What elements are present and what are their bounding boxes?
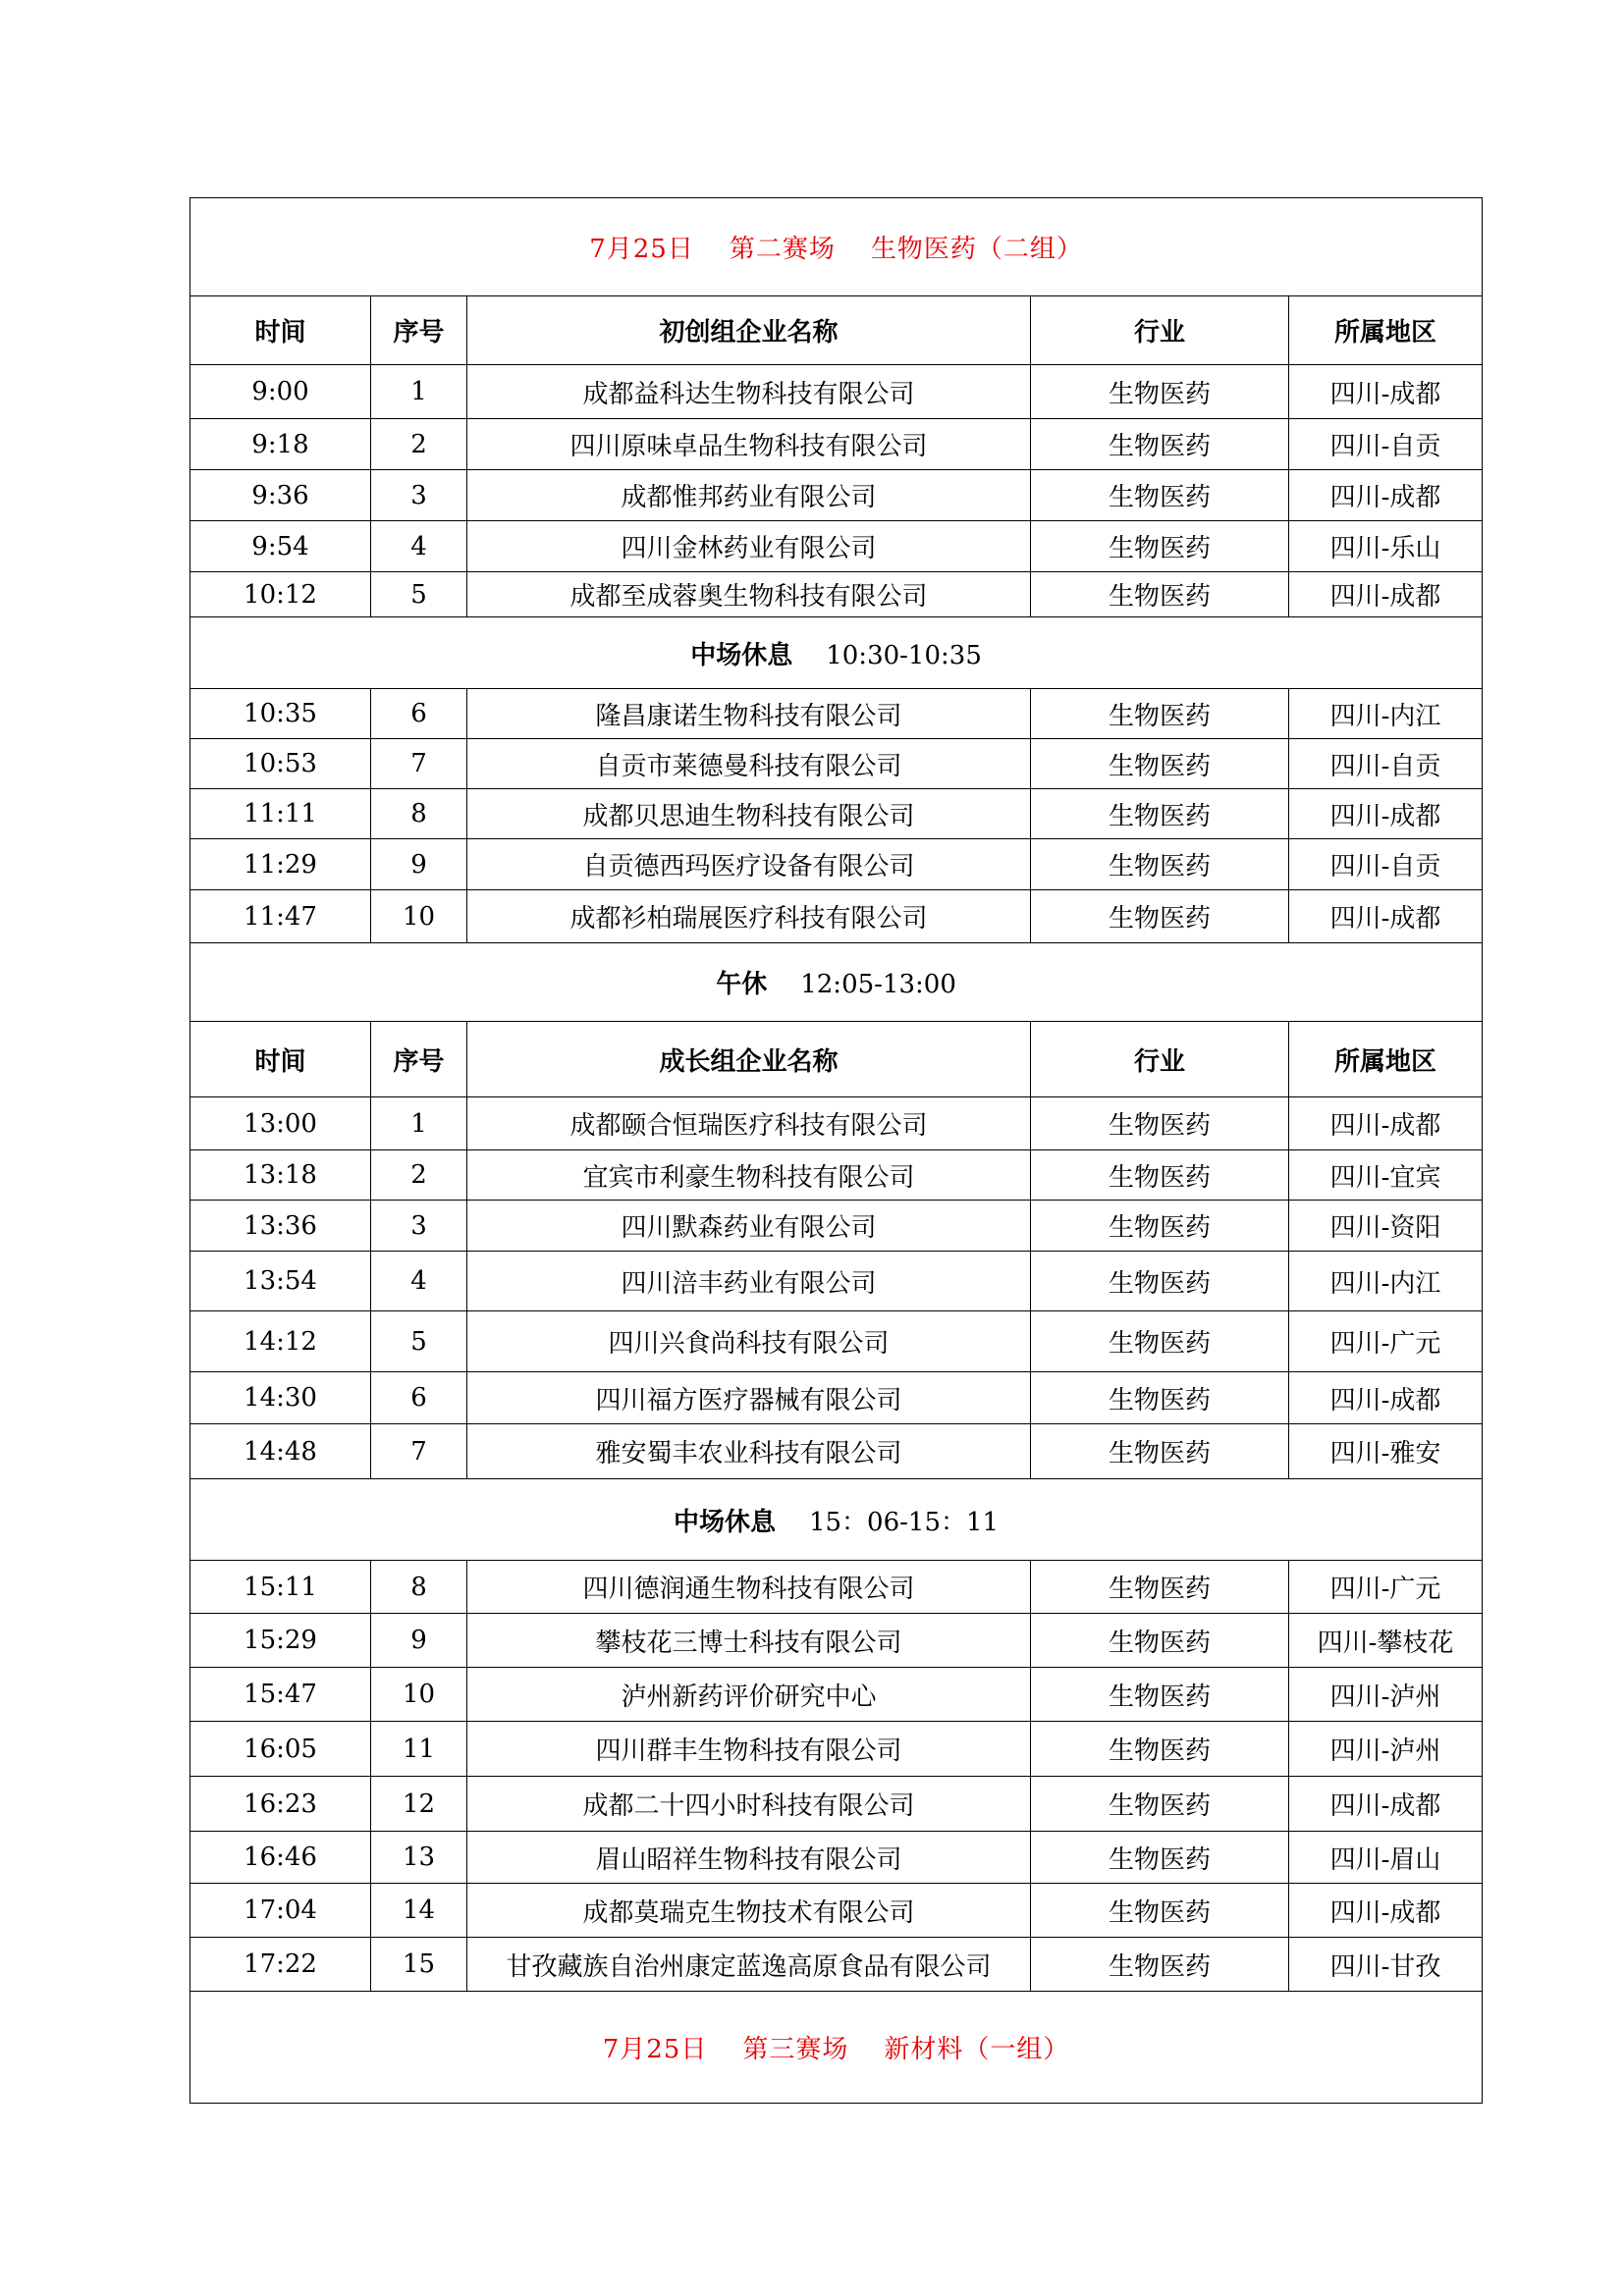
header-industry: 行业 — [1031, 1022, 1289, 1097]
cell-no: 11 — [371, 1722, 467, 1777]
cell-no: 2 — [371, 1150, 467, 1201]
header-no: 序号 — [371, 296, 467, 365]
table-row — [190, 521, 1483, 572]
cell-time: 10:53 — [190, 739, 371, 789]
cell-industry: 生物医药 — [1031, 1832, 1289, 1884]
cell-time: 13:54 — [190, 1252, 371, 1311]
cell-company: 自贡市莱德曼科技有限公司 — [467, 739, 1031, 789]
table-row — [190, 1668, 1483, 1722]
cell-region: 四川-广元 — [1289, 1561, 1483, 1614]
table-row — [190, 890, 1483, 943]
header-region: 所属地区 — [1289, 296, 1483, 365]
cell-region: 四川-自贡 — [1289, 419, 1483, 470]
cell-time: 13:00 — [190, 1097, 371, 1150]
block-growth-afternoon-2 — [190, 1561, 1483, 1992]
cell-region: 四川-泸州 — [1289, 1668, 1483, 1722]
column-header-row — [190, 296, 1483, 365]
cell-no: 1 — [371, 1097, 467, 1150]
cell-company: 成都惟邦药业有限公司 — [467, 470, 1031, 521]
cell-industry: 生物医药 — [1031, 689, 1289, 739]
cell-time: 9:00 — [190, 365, 371, 419]
header-industry: 行业 — [1031, 296, 1289, 365]
table-row — [190, 1252, 1483, 1311]
cell-company: 成都衫柏瑞展医疗科技有限公司 — [467, 890, 1031, 943]
cell-company: 甘孜藏族自治州康定蓝逸高原食品有限公司 — [467, 1938, 1031, 1992]
cell-industry: 生物医药 — [1031, 365, 1289, 419]
cell-industry: 生物医药 — [1031, 1252, 1289, 1311]
cell-time: 9:54 — [190, 521, 371, 572]
cell-industry: 生物医药 — [1031, 1722, 1289, 1777]
header-company: 初创组企业名称 — [467, 296, 1031, 365]
cell-no: 15 — [371, 1938, 467, 1992]
cell-company: 成都至成蓉奥生物科技有限公司 — [467, 572, 1031, 617]
cell-region: 四川-成都 — [1289, 470, 1483, 521]
session-title — [190, 198, 1483, 296]
session-venue: 第二赛场 — [729, 235, 836, 264]
table-row — [190, 689, 1483, 739]
cell-no: 7 — [371, 1424, 467, 1479]
break-time: 10:30-10:35 — [826, 640, 982, 670]
cell-time: 10:12 — [190, 572, 371, 617]
cell-region: 四川-资阳 — [1289, 1201, 1483, 1252]
cell-region: 四川-自贡 — [1289, 739, 1483, 789]
cell-company: 四川涪丰药业有限公司 — [467, 1252, 1031, 1311]
cell-time: 11:29 — [190, 839, 371, 890]
cell-region: 四川-成都 — [1289, 890, 1483, 943]
cell-industry: 生物医药 — [1031, 1938, 1289, 1992]
break-row — [190, 617, 1483, 689]
table-row — [190, 1311, 1483, 1372]
cell-industry: 生物医药 — [1031, 739, 1289, 789]
table-row — [190, 1938, 1483, 1992]
cell-time: 17:04 — [190, 1884, 371, 1938]
cell-no: 8 — [371, 789, 467, 839]
cell-no: 6 — [371, 689, 467, 739]
cell-time: 14:48 — [190, 1424, 371, 1479]
header-time: 时间 — [190, 296, 371, 365]
cell-time: 13:36 — [190, 1201, 371, 1252]
cell-region: 四川-雅安 — [1289, 1424, 1483, 1479]
cell-region: 四川-成都 — [1289, 1372, 1483, 1424]
lunch-row — [190, 943, 1483, 1022]
cell-company: 四川福方医疗器械有限公司 — [467, 1372, 1031, 1424]
cell-region: 四川-广元 — [1289, 1311, 1483, 1372]
cell-company: 隆昌康诺生物科技有限公司 — [467, 689, 1031, 739]
header-no: 序号 — [371, 1022, 467, 1097]
cell-time: 10:35 — [190, 689, 371, 739]
cell-time: 15:29 — [190, 1614, 371, 1668]
cell-time: 11:47 — [190, 890, 371, 943]
session-title-row — [190, 198, 1483, 296]
cell-industry: 生物医药 — [1031, 419, 1289, 470]
cell-company: 四川群丰生物科技有限公司 — [467, 1722, 1031, 1777]
next-session-title-row — [190, 1992, 1483, 2104]
cell-industry: 生物医药 — [1031, 789, 1289, 839]
table-row — [190, 1561, 1483, 1614]
break-row-2 — [190, 1479, 1483, 1561]
cell-no: 13 — [371, 1832, 467, 1884]
table-row — [190, 419, 1483, 470]
cell-no: 10 — [371, 1668, 467, 1722]
cell-industry: 生物医药 — [1031, 1668, 1289, 1722]
cell-industry: 生物医药 — [1031, 1201, 1289, 1252]
table-row — [190, 365, 1483, 419]
break-cell — [190, 1479, 1483, 1561]
cell-no: 6 — [371, 1372, 467, 1424]
next-session-title — [190, 1992, 1483, 2104]
session-venue: 第三赛场 — [742, 2035, 849, 2064]
table-row — [190, 1424, 1483, 1479]
cell-company: 眉山昭祥生物科技有限公司 — [467, 1832, 1031, 1884]
cell-no: 4 — [371, 521, 467, 572]
cell-no: 2 — [371, 419, 467, 470]
table-row — [190, 789, 1483, 839]
cell-industry: 生物医药 — [1031, 572, 1289, 617]
cell-company: 成都莫瑞克生物技术有限公司 — [467, 1884, 1031, 1938]
header-time: 时间 — [190, 1022, 371, 1097]
cell-region: 四川-泸州 — [1289, 1722, 1483, 1777]
cell-company: 成都颐合恒瑞医疗科技有限公司 — [467, 1097, 1031, 1150]
cell-time: 11:11 — [190, 789, 371, 839]
break-cell — [190, 617, 1483, 689]
cell-company: 成都益科达生物科技有限公司 — [467, 365, 1031, 419]
break-time: 15：06-15：11 — [808, 1507, 1000, 1537]
table-row — [190, 1201, 1483, 1252]
cell-region: 四川-内江 — [1289, 689, 1483, 739]
lunch-label: 午休 — [716, 970, 768, 999]
cell-industry: 生物医药 — [1031, 839, 1289, 890]
cell-no: 10 — [371, 890, 467, 943]
cell-no: 14 — [371, 1884, 467, 1938]
table-row — [190, 739, 1483, 789]
table-row — [190, 470, 1483, 521]
cell-region: 四川-成都 — [1289, 365, 1483, 419]
schedule-table — [189, 197, 1483, 2104]
cell-region: 四川-攀枝花 — [1289, 1614, 1483, 1668]
cell-time: 9:36 — [190, 470, 371, 521]
session-field: 新材料（一组） — [884, 2035, 1070, 2064]
break-label: 中场休息 — [673, 1507, 776, 1537]
cell-no: 5 — [371, 572, 467, 617]
cell-no: 3 — [371, 470, 467, 521]
cell-region: 四川-甘孜 — [1289, 1938, 1483, 1992]
cell-industry: 生物医药 — [1031, 521, 1289, 572]
cell-industry: 生物医药 — [1031, 470, 1289, 521]
block-startup-morning-2 — [190, 689, 1483, 943]
cell-industry: 生物医药 — [1031, 1097, 1289, 1150]
session-date: 7月25日 — [602, 2035, 708, 2064]
cell-no: 5 — [371, 1311, 467, 1372]
cell-time: 17:22 — [190, 1938, 371, 1992]
cell-no: 1 — [371, 365, 467, 419]
block-startup-morning-1 — [190, 365, 1483, 617]
table-row — [190, 1097, 1483, 1150]
cell-company: 四川默森药业有限公司 — [467, 1201, 1031, 1252]
cell-industry: 生物医药 — [1031, 1884, 1289, 1938]
header-company: 成长组企业名称 — [467, 1022, 1031, 1097]
table-row — [190, 1832, 1483, 1884]
cell-time: 13:18 — [190, 1150, 371, 1201]
table-row — [190, 1722, 1483, 1777]
table-row — [190, 1614, 1483, 1668]
cell-company: 自贡德西玛医疗设备有限公司 — [467, 839, 1031, 890]
cell-time: 15:47 — [190, 1668, 371, 1722]
cell-industry: 生物医药 — [1031, 1777, 1289, 1832]
cell-company: 泸州新药评价研究中心 — [467, 1668, 1031, 1722]
table-row — [190, 1884, 1483, 1938]
cell-company: 宜宾市利豪生物科技有限公司 — [467, 1150, 1031, 1201]
cell-time: 15:11 — [190, 1561, 371, 1614]
cell-time: 16:05 — [190, 1722, 371, 1777]
cell-region: 四川-自贡 — [1289, 839, 1483, 890]
session-field: 生物医药（二组） — [870, 235, 1083, 264]
cell-region: 四川-成都 — [1289, 1884, 1483, 1938]
cell-industry: 生物医药 — [1031, 1424, 1289, 1479]
cell-company: 四川德润通生物科技有限公司 — [467, 1561, 1031, 1614]
cell-company: 成都二十四小时科技有限公司 — [467, 1777, 1031, 1832]
cell-region: 四川-内江 — [1289, 1252, 1483, 1311]
cell-industry: 生物医药 — [1031, 1372, 1289, 1424]
cell-time: 16:46 — [190, 1832, 371, 1884]
block-growth-afternoon-1 — [190, 1097, 1483, 1479]
cell-industry: 生物医药 — [1031, 890, 1289, 943]
cell-company: 四川原味卓品生物科技有限公司 — [467, 419, 1031, 470]
table-row — [190, 572, 1483, 617]
lunch-time: 12:05-13:00 — [800, 970, 956, 999]
cell-region: 四川-成都 — [1289, 1097, 1483, 1150]
cell-industry: 生物医药 — [1031, 1561, 1289, 1614]
cell-company: 四川兴食尚科技有限公司 — [467, 1311, 1031, 1372]
cell-company: 雅安蜀丰农业科技有限公司 — [467, 1424, 1031, 1479]
cell-no: 9 — [371, 1614, 467, 1668]
table-row — [190, 1777, 1483, 1832]
column-header-row-2 — [190, 1022, 1483, 1097]
cell-no: 12 — [371, 1777, 467, 1832]
cell-no: 4 — [371, 1252, 467, 1311]
break-label: 中场休息 — [690, 640, 793, 670]
cell-industry: 生物医药 — [1031, 1150, 1289, 1201]
cell-time: 16:23 — [190, 1777, 371, 1832]
lunch-cell — [190, 943, 1483, 1022]
cell-industry: 生物医药 — [1031, 1614, 1289, 1668]
cell-region: 四川-成都 — [1289, 1777, 1483, 1832]
cell-region: 四川-宜宾 — [1289, 1150, 1483, 1201]
session-date: 7月25日 — [589, 235, 694, 264]
cell-region: 四川-乐山 — [1289, 521, 1483, 572]
cell-region: 四川-成都 — [1289, 789, 1483, 839]
table-row — [190, 1150, 1483, 1201]
cell-no: 3 — [371, 1201, 467, 1252]
cell-company: 四川金林药业有限公司 — [467, 521, 1031, 572]
cell-time: 14:30 — [190, 1372, 371, 1424]
cell-region: 四川-成都 — [1289, 572, 1483, 617]
cell-no: 9 — [371, 839, 467, 890]
cell-time: 14:12 — [190, 1311, 371, 1372]
header-region: 所属地区 — [1289, 1022, 1483, 1097]
cell-region: 四川-眉山 — [1289, 1832, 1483, 1884]
cell-no: 8 — [371, 1561, 467, 1614]
cell-time: 9:18 — [190, 419, 371, 470]
cell-no: 7 — [371, 739, 467, 789]
cell-company: 攀枝花三博士科技有限公司 — [467, 1614, 1031, 1668]
cell-company: 成都贝思迪生物科技有限公司 — [467, 789, 1031, 839]
table-row — [190, 1372, 1483, 1424]
table-row — [190, 839, 1483, 890]
cell-industry: 生物医药 — [1031, 1311, 1289, 1372]
